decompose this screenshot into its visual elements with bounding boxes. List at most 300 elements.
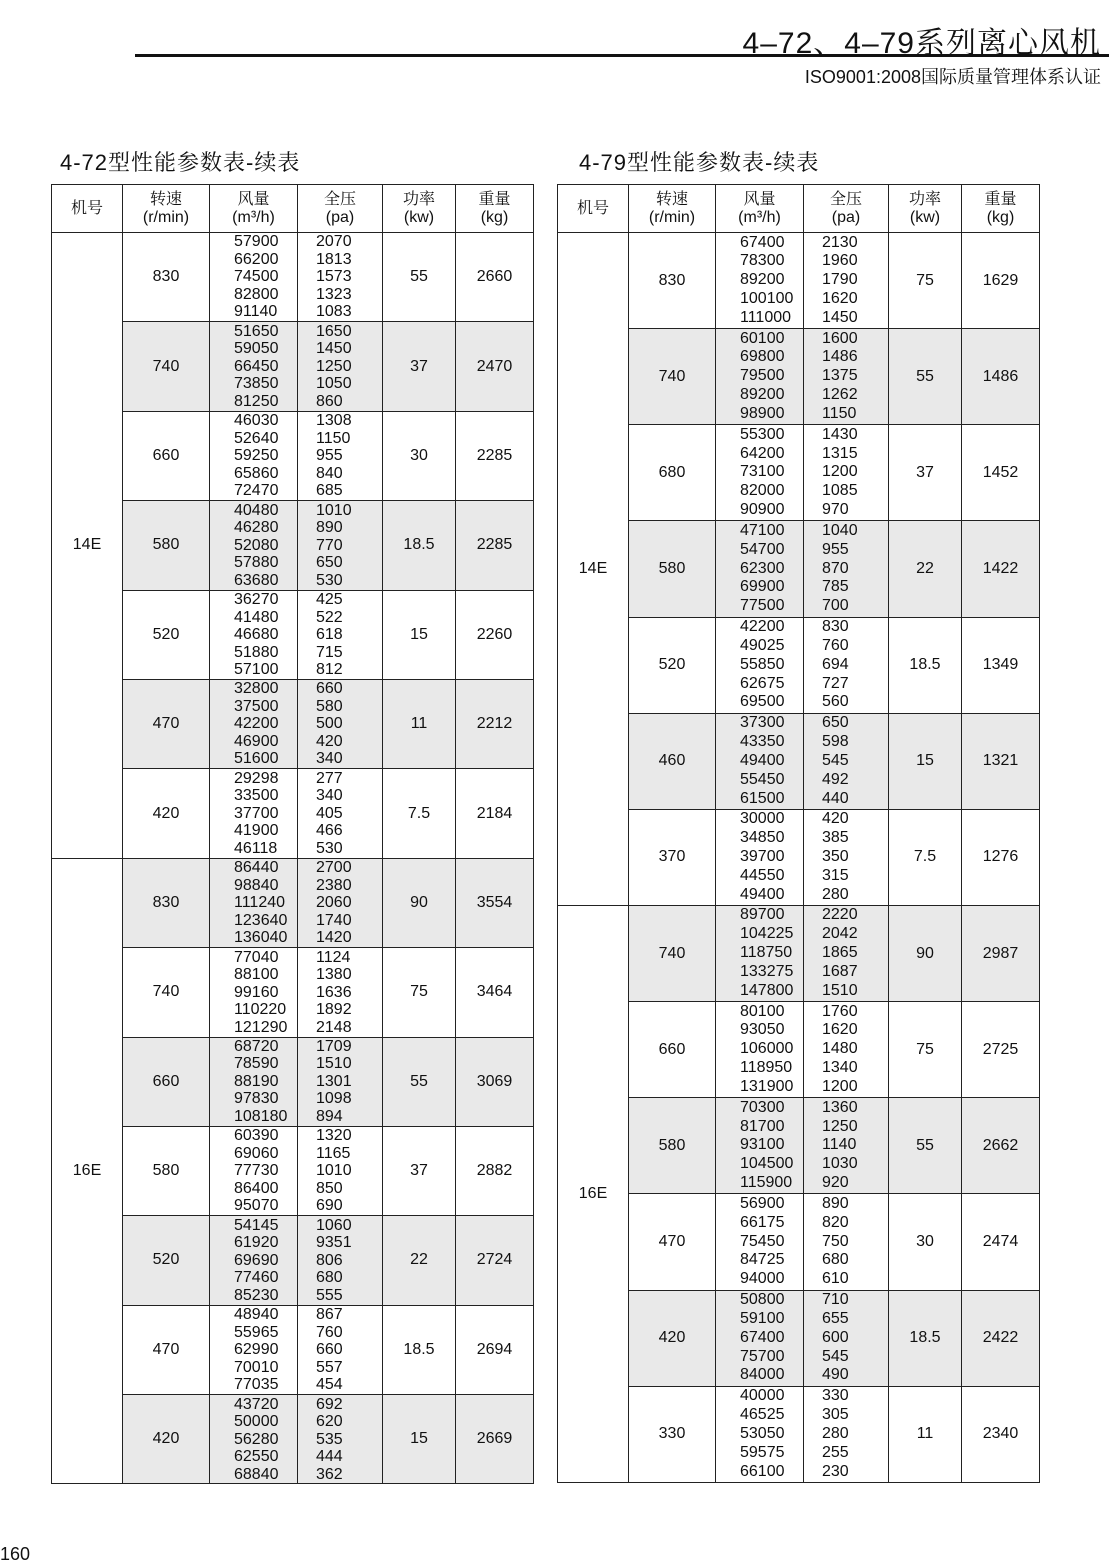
flow-value: 73100	[740, 463, 785, 481]
flow-value: 69900	[740, 578, 785, 596]
column-header	[383, 185, 456, 233]
pressure-value: 1636	[316, 983, 352, 1001]
weight-cell: 2184	[456, 769, 534, 858]
column-header	[716, 185, 804, 233]
pressure-cell	[298, 322, 383, 411]
pressure-value: 890	[316, 519, 343, 537]
flow-value: 86440	[234, 859, 279, 877]
flow-value: 80100	[740, 1002, 785, 1020]
speed-cell: 740	[629, 905, 716, 1001]
pressure-value: 1262	[822, 386, 858, 404]
pressure-value: 425	[316, 591, 343, 609]
table-row	[558, 1002, 1040, 1098]
speed-cell: 520	[629, 617, 716, 713]
column-header-label: 全压	[323, 190, 356, 208]
pressure-value: 806	[316, 1251, 343, 1269]
flow-value: 43350	[740, 733, 785, 751]
pressure-value: 660	[316, 680, 343, 698]
pressure-value: 1301	[316, 1072, 352, 1090]
power-cell: 90	[889, 905, 962, 1001]
pressure-cell	[804, 713, 889, 809]
pressure-value: 280	[822, 1424, 849, 1442]
flow-value: 81700	[740, 1117, 785, 1135]
pressure-cell	[298, 858, 383, 947]
pressure-value: 1315	[822, 444, 858, 462]
pressure-value: 1450	[822, 308, 858, 326]
weight-cell: 2260	[456, 590, 534, 679]
pressure-value: 894	[316, 1107, 343, 1125]
pressure-value: 490	[822, 1366, 849, 1384]
pressure-value: 2060	[316, 894, 352, 912]
pressure-value: 1150	[822, 404, 857, 422]
pressure-value: 1650	[316, 322, 352, 340]
flow-value: 98900	[740, 404, 785, 422]
flow-value: 147800	[740, 981, 794, 999]
table-row	[558, 713, 1040, 809]
pressure-value: 557	[316, 1358, 343, 1376]
flow-cell	[716, 1098, 804, 1194]
flow-value: 66100	[740, 1462, 785, 1480]
power-cell: 7.5	[383, 769, 456, 858]
flow-value: 49400	[740, 885, 785, 903]
flow-value: 77460	[234, 1269, 279, 1287]
power-cell: 15	[889, 713, 962, 809]
pressure-cell	[298, 1216, 383, 1305]
weight-cell: 2725	[962, 1002, 1040, 1098]
machine-number-cell: 14E	[52, 233, 123, 859]
flow-value: 111240	[234, 894, 286, 912]
pressure-value: 1865	[822, 944, 858, 962]
column-header-unit: (kg)	[480, 208, 509, 226]
flow-value: 57880	[234, 554, 279, 572]
column-header-label: 风量	[743, 190, 776, 208]
pressure-cell	[298, 1037, 383, 1126]
pressure-value: 1960	[822, 252, 858, 270]
speed-cell: 470	[123, 679, 210, 768]
flow-value: 42200	[740, 618, 785, 636]
flow-value: 70010	[234, 1358, 279, 1376]
pressure-value: 710	[822, 1291, 849, 1309]
pressure-value: 420	[822, 810, 849, 828]
table-row	[52, 1216, 534, 1305]
weight-cell: 3464	[456, 948, 534, 1037]
pressure-value: 830	[822, 618, 849, 636]
flow-value: 57100	[234, 660, 279, 678]
pressure-value: 1050	[316, 375, 352, 393]
column-header	[629, 185, 716, 233]
column-header-unit: (r/min)	[648, 208, 696, 226]
pressure-value: 1740	[316, 911, 352, 929]
power-cell: 15	[383, 1395, 456, 1484]
flow-value: 44550	[740, 866, 785, 884]
flow-value: 29298	[234, 769, 279, 787]
pressure-value: 1250	[316, 357, 352, 375]
flow-value: 115900	[740, 1174, 793, 1192]
table-row	[52, 1395, 534, 1484]
pressure-value: 330	[822, 1387, 849, 1405]
pressure-value: 685	[316, 482, 343, 500]
table-row	[558, 809, 1040, 905]
pressure-value: 610	[822, 1270, 849, 1288]
pressure-cell	[298, 769, 383, 858]
flow-cell	[716, 809, 804, 905]
pressure-cell	[298, 501, 383, 590]
pressure-value: 492	[822, 770, 849, 788]
flow-value: 63680	[234, 571, 279, 589]
weight-cell: 2470	[456, 322, 534, 411]
column-header	[52, 185, 123, 233]
flow-value: 77040	[234, 948, 279, 966]
pressure-value: 1450	[316, 340, 352, 358]
table-row	[558, 617, 1040, 713]
weight-cell: 1629	[962, 233, 1040, 329]
flow-value: 78590	[234, 1055, 279, 1073]
pressure-value: 1030	[822, 1155, 858, 1173]
flow-value: 40480	[234, 501, 279, 519]
pressure-value: 1510	[822, 981, 858, 999]
flow-value: 86400	[234, 1179, 279, 1197]
pressure-value: 1308	[316, 412, 352, 430]
table-row	[52, 769, 534, 858]
power-cell: 22	[889, 521, 962, 617]
weight-cell: 2285	[456, 501, 534, 590]
pressure-value: 2148	[316, 1018, 352, 1036]
flow-value: 89200	[740, 386, 785, 404]
speed-cell: 740	[629, 329, 716, 425]
flow-value: 94000	[740, 1270, 785, 1288]
weight-cell: 3069	[456, 1037, 534, 1126]
pressure-value: 277	[316, 769, 343, 787]
speed-cell: 660	[123, 411, 210, 500]
speed-cell: 580	[123, 1126, 210, 1215]
pressure-value: 1010	[316, 1162, 352, 1180]
flow-value: 106000	[740, 1040, 794, 1058]
pressure-value: 1085	[822, 482, 858, 500]
table-header-row	[52, 185, 534, 233]
table-row	[52, 1126, 534, 1215]
pressure-cell	[298, 590, 383, 679]
pressure-value: 618	[316, 626, 343, 644]
pressure-value: 850	[316, 1179, 343, 1197]
flow-value: 50800	[740, 1291, 785, 1309]
pressure-cell	[804, 1290, 889, 1386]
flow-value: 67400	[740, 1328, 785, 1346]
flow-value: 34850	[740, 829, 785, 847]
flow-value: 37300	[740, 714, 785, 732]
flow-cell	[716, 1290, 804, 1386]
power-cell: 75	[889, 1002, 962, 1098]
speed-cell: 740	[123, 322, 210, 411]
flow-value: 51880	[234, 643, 279, 661]
machine-number-cell: 16E	[558, 905, 629, 1482]
weight-cell: 1452	[962, 425, 1040, 521]
column-header	[804, 185, 889, 233]
pressure-value: 560	[822, 693, 849, 711]
pressure-value: 1165	[316, 1144, 351, 1162]
pressure-value: 1709	[316, 1038, 352, 1055]
power-cell: 15	[383, 590, 456, 679]
pressure-value: 1892	[316, 1001, 352, 1019]
table-row	[558, 1194, 1040, 1290]
power-cell: 18.5	[383, 1305, 456, 1394]
column-header-label: 重量	[478, 190, 511, 208]
flow-value: 43720	[234, 1395, 279, 1413]
speed-cell: 660	[123, 1037, 210, 1126]
pressure-value: 1200	[822, 463, 858, 481]
table-row	[52, 411, 534, 500]
pressure-value: 600	[822, 1328, 849, 1346]
weight-cell: 2987	[962, 905, 1040, 1001]
pressure-value: 1098	[316, 1090, 352, 1108]
flow-value: 56280	[234, 1430, 279, 1448]
speed-cell: 420	[629, 1290, 716, 1386]
flow-value: 121290	[234, 1018, 288, 1036]
pressure-value: 440	[822, 789, 849, 807]
table-row	[558, 329, 1040, 425]
table-row	[52, 948, 534, 1037]
flow-cell	[210, 769, 298, 858]
flow-value: 84725	[740, 1251, 785, 1269]
pressure-value: 690	[316, 1197, 343, 1215]
flow-value: 46280	[234, 519, 279, 537]
pressure-value: 1010	[316, 501, 352, 519]
pressure-value: 1340	[822, 1059, 858, 1077]
flow-value: 51650	[234, 322, 279, 340]
speed-cell: 830	[123, 233, 210, 322]
weight-cell: 1349	[962, 617, 1040, 713]
flow-value: 54145	[234, 1216, 279, 1234]
column-header	[123, 185, 210, 233]
flow-value: 66175	[740, 1213, 785, 1231]
pressure-value: 545	[822, 751, 849, 769]
pressure-value: 2130	[822, 233, 858, 251]
flow-value: 97830	[234, 1090, 279, 1108]
pressure-cell	[804, 905, 889, 1001]
column-header	[298, 185, 383, 233]
speed-cell: 740	[123, 948, 210, 1037]
flow-value: 55965	[234, 1323, 279, 1341]
flow-value: 85230	[234, 1286, 279, 1304]
flow-value: 55300	[740, 425, 785, 443]
column-header	[962, 185, 1040, 233]
flow-value: 82800	[234, 285, 279, 303]
flow-value: 111000	[740, 308, 792, 326]
pressure-value: 867	[316, 1306, 343, 1324]
flow-value: 136040	[234, 929, 288, 947]
speed-cell: 830	[123, 858, 210, 947]
column-header-unit: (pa)	[831, 208, 861, 226]
flow-value: 69690	[234, 1251, 279, 1269]
table-row	[52, 233, 534, 322]
pressure-cell	[804, 1098, 889, 1194]
flow-value: 65860	[234, 464, 279, 482]
pressure-value: 1510	[316, 1055, 352, 1073]
pressure-value: 727	[822, 674, 849, 692]
pressure-value: 680	[822, 1251, 849, 1269]
flow-value: 89700	[740, 906, 785, 924]
header-rule	[135, 54, 1109, 57]
flow-value: 66450	[234, 357, 279, 375]
pressure-value: 545	[822, 1347, 849, 1365]
power-cell: 37	[383, 322, 456, 411]
flow-cell	[716, 425, 804, 521]
table-row	[558, 1098, 1040, 1194]
flow-value: 91140	[234, 303, 278, 321]
flow-value: 77500	[740, 597, 785, 615]
pressure-value: 1040	[822, 521, 858, 539]
pressure-cell	[804, 233, 889, 329]
pressure-value: 770	[316, 536, 343, 554]
flow-cell	[716, 521, 804, 617]
flow-value: 52080	[234, 536, 279, 554]
speed-cell: 420	[123, 769, 210, 858]
flow-value: 77035	[234, 1376, 279, 1394]
speed-cell: 460	[629, 713, 716, 809]
speed-cell: 660	[629, 1002, 716, 1098]
flow-value: 118750	[740, 944, 793, 962]
flow-value: 95070	[234, 1197, 279, 1215]
pressure-value: 812	[316, 660, 343, 678]
speed-cell: 520	[123, 1216, 210, 1305]
column-header-unit: (pa)	[325, 208, 355, 226]
speed-cell: 580	[123, 501, 210, 590]
pressure-value: 1430	[822, 425, 858, 443]
pressure-value: 555	[316, 1286, 343, 1304]
flow-value: 79500	[740, 367, 785, 385]
power-cell: 55	[383, 233, 456, 322]
speed-cell: 520	[123, 590, 210, 679]
power-cell: 11	[383, 679, 456, 768]
flow-value: 46900	[234, 732, 279, 750]
pressure-value: 1620	[822, 289, 858, 307]
pressure-cell	[804, 617, 889, 713]
power-cell: 55	[889, 1098, 962, 1194]
flow-value: 62300	[740, 559, 785, 577]
power-cell: 55	[889, 329, 962, 425]
flow-value: 30000	[740, 810, 785, 828]
flow-value: 54700	[740, 540, 785, 558]
flow-cell	[716, 1002, 804, 1098]
flow-value: 88190	[234, 1072, 279, 1090]
pressure-value: 955	[822, 540, 849, 558]
flow-value: 67400	[740, 233, 785, 251]
column-header-unit: (m³/h)	[232, 208, 275, 226]
power-cell: 75	[383, 948, 456, 1037]
flow-value: 32800	[234, 680, 279, 698]
flow-value: 60390	[234, 1127, 279, 1145]
flow-value: 59050	[234, 340, 279, 358]
flow-cell	[210, 679, 298, 768]
pressure-value: 230	[822, 1462, 849, 1480]
flow-value: 69800	[740, 348, 785, 366]
flow-cell	[210, 1126, 298, 1215]
flow-value: 33500	[234, 787, 279, 805]
pressure-value: 700	[822, 597, 849, 615]
weight-cell: 2694	[456, 1305, 534, 1394]
flow-value: 98840	[234, 876, 279, 894]
flow-cell	[210, 1305, 298, 1394]
speed-cell: 330	[629, 1386, 716, 1482]
pressure-value: 9351	[316, 1234, 352, 1252]
column-header-unit: (m³/h)	[738, 208, 781, 226]
table-title-4-72: 4-72型性能参数表-续表	[60, 150, 301, 175]
pressure-value: 955	[316, 447, 343, 465]
pressure-cell	[298, 679, 383, 768]
pressure-value: 650	[822, 714, 849, 732]
pressure-value: 1380	[316, 966, 352, 984]
flow-value: 62990	[234, 1341, 279, 1359]
pressure-value: 1083	[316, 303, 352, 321]
flow-value: 49400	[740, 751, 785, 769]
flow-value: 93100	[740, 1136, 785, 1154]
pressure-cell	[298, 233, 383, 322]
pressure-cell	[804, 329, 889, 425]
flow-value: 131900	[740, 1077, 794, 1095]
column-header-label: 转速	[655, 190, 688, 208]
table-row	[558, 905, 1040, 1001]
pressure-cell	[804, 1386, 889, 1482]
weight-cell: 2340	[962, 1386, 1040, 1482]
pressure-value: 1124	[316, 948, 351, 966]
weight-cell: 2724	[456, 1216, 534, 1305]
weight-cell: 1486	[962, 329, 1040, 425]
pressure-value: 692	[316, 1395, 343, 1413]
column-header-label: 功率	[908, 190, 941, 208]
table-row	[52, 679, 534, 768]
pressure-value: 920	[822, 1174, 849, 1192]
power-cell: 37	[889, 425, 962, 521]
flow-value: 89200	[740, 271, 785, 289]
column-header-label: 机号	[70, 199, 103, 217]
pressure-cell	[298, 1126, 383, 1215]
flow-value: 46525	[740, 1406, 785, 1424]
flow-value: 93050	[740, 1021, 785, 1039]
column-header-unit: (r/min)	[142, 208, 190, 226]
table-row	[52, 322, 534, 411]
flow-value: 46680	[234, 626, 279, 644]
pressure-value: 530	[316, 839, 343, 857]
machine-number-cell: 14E	[558, 233, 629, 906]
table-row	[558, 1290, 1040, 1386]
flow-value: 59575	[740, 1443, 785, 1461]
pressure-value: 580	[316, 697, 343, 715]
column-header-unit: (kw)	[403, 208, 435, 226]
pressure-value: 870	[822, 559, 849, 577]
pressure-value: 860	[316, 392, 343, 410]
flow-value: 42200	[234, 715, 279, 733]
pressure-value: 1573	[316, 268, 352, 286]
pressure-value: 1250	[822, 1117, 858, 1135]
pressure-value: 2700	[316, 859, 352, 877]
flow-value: 36270	[234, 591, 279, 609]
pressure-value: 466	[316, 822, 343, 840]
weight-cell: 2882	[456, 1126, 534, 1215]
table-header-row	[558, 185, 1040, 233]
flow-value: 52640	[234, 429, 279, 447]
weight-cell: 1321	[962, 713, 1040, 809]
column-header-label: 机号	[576, 199, 609, 217]
pressure-cell	[298, 411, 383, 500]
pressure-value: 1600	[822, 329, 858, 347]
flow-cell	[210, 858, 298, 947]
weight-cell: 2285	[456, 411, 534, 500]
pressure-cell	[804, 1194, 889, 1290]
speed-cell: 680	[629, 425, 716, 521]
flow-value: 59250	[234, 447, 279, 465]
pressure-value: 1200	[822, 1077, 858, 1095]
pressure-value: 1486	[822, 348, 858, 366]
weight-cell: 1422	[962, 521, 1040, 617]
